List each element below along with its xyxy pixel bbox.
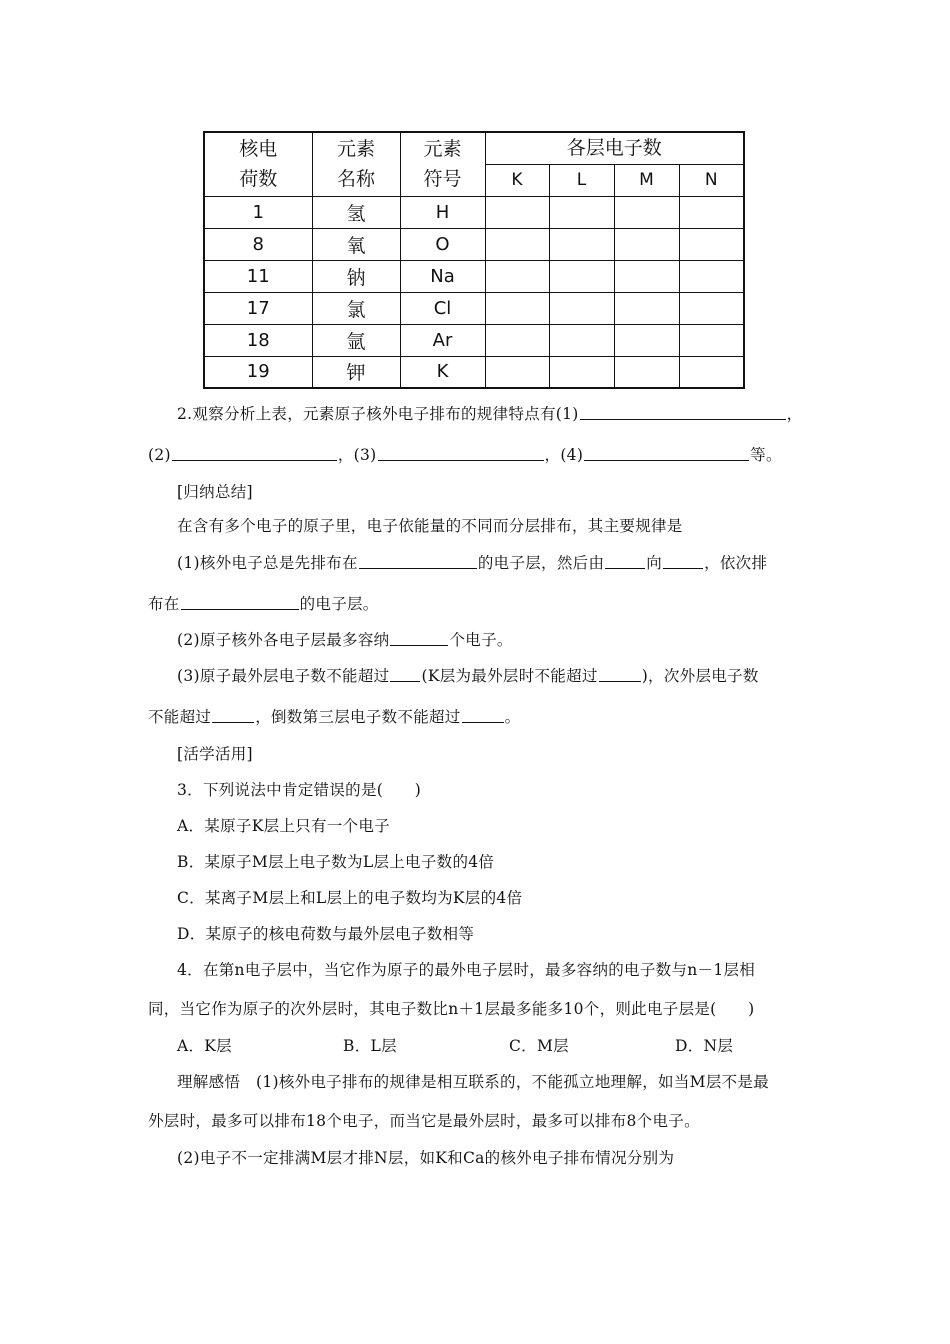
electron-shell-table <box>203 131 745 389</box>
table-row <box>204 196 744 228</box>
cell-m[interactable] <box>614 196 679 228</box>
cell-symbol: H <box>400 196 485 228</box>
header-shell-electrons: 各层电子数 <box>485 132 744 164</box>
cell-n[interactable] <box>679 260 744 292</box>
cell-name: 氢 <box>312 196 400 228</box>
rule-3-line2: 不能超过 ，倒数第三层电子数不能超过 。 <box>148 708 521 726</box>
cell-n[interactable] <box>679 228 744 260</box>
q4-options <box>177 1034 733 1056</box>
cell-name: 氯 <box>312 292 400 324</box>
blank-r1-2[interactable] <box>605 567 645 569</box>
blank-r1-3[interactable] <box>663 567 703 569</box>
summary-heading: [归纳总结] <box>177 483 253 501</box>
header-nuclear-charge: 核电 荷数 <box>204 132 312 196</box>
q3-option-b[interactable]: B．某原子M层上电子数为L层上电子数的4倍 <box>177 853 495 871</box>
q3-stem: 3．下列说法中肯定错误的是( ) <box>177 781 422 799</box>
cell-name: 氧 <box>312 228 400 260</box>
header-shell-m: M <box>614 164 679 196</box>
blank-r2-1[interactable] <box>390 644 448 646</box>
cell-m[interactable] <box>614 228 679 260</box>
blank-r3-4[interactable] <box>462 721 504 723</box>
cell-symbol: Ar <box>400 324 485 356</box>
cell-k[interactable] <box>485 292 549 324</box>
blank-q2-1[interactable] <box>580 418 786 420</box>
cell-m[interactable] <box>614 356 679 388</box>
cell-m[interactable] <box>614 324 679 356</box>
q4-option-d[interactable]: D．N层 <box>675 1037 734 1055</box>
cell-symbol: O <box>400 228 485 260</box>
header-shell-l: L <box>549 164 614 196</box>
insight-line1: 理解感悟 (1)核外电子排布的规律是相互联系的，不能孤立地理解，如当M层不是最 <box>177 1073 770 1091</box>
insight-line3: (2)电子不一定排满M层才排N层，如K和Ca的核外电子排布情况分别为 <box>177 1149 675 1167</box>
cell-m[interactable] <box>614 260 679 292</box>
q3-option-c[interactable]: C．某离子M层上和L层上的电子数均为K层的4倍 <box>177 889 523 907</box>
insight-line2: 外层时，最多可以排布18个电子，而当它是最外层时，最多可以排布8个电子。 <box>148 1112 700 1130</box>
cell-l[interactable] <box>549 196 614 228</box>
cell-symbol: Na <box>400 260 485 292</box>
cell-k[interactable] <box>485 324 549 356</box>
cell-charge: 1 <box>204 196 312 228</box>
q4-option-b[interactable]: B．L层 <box>343 1037 397 1055</box>
table-row <box>204 324 744 356</box>
cell-charge: 17 <box>204 292 312 324</box>
blank-q2-4[interactable] <box>584 459 749 461</box>
table-row <box>204 228 744 260</box>
cell-k[interactable] <box>485 356 549 388</box>
blank-r3-1[interactable] <box>390 680 420 682</box>
rule-1-line1: (1)核外电子总是先排布在 的电子层，然后由 向 ，依次排 <box>177 554 768 572</box>
q4-option-c[interactable]: C．M层 <box>509 1037 569 1055</box>
cell-k[interactable] <box>485 196 549 228</box>
cell-l[interactable] <box>549 228 614 260</box>
header-shell-n: N <box>679 164 744 196</box>
cell-l[interactable] <box>549 260 614 292</box>
cell-symbol: K <box>400 356 485 388</box>
cell-charge: 18 <box>204 324 312 356</box>
table-row <box>204 260 744 292</box>
cell-charge: 8 <box>204 228 312 260</box>
header-element-symbol: 元素 符号 <box>400 132 485 196</box>
q4-stem-line2: 同，当它作为原子的次外层时，其电子数比n＋1层最多能多10个，则此电子层是( ) <box>148 1000 755 1018</box>
cell-symbol: Cl <box>400 292 485 324</box>
blank-r1-4[interactable] <box>181 608 299 610</box>
q4-stem-line1: 4．在第n电子层中，当它作为原子的最外电子层时，最多容纳的电子数与n－1层相 <box>177 961 756 979</box>
blank-r3-3[interactable] <box>212 721 254 723</box>
cell-charge: 11 <box>204 260 312 292</box>
rule-3-line1: (3)原子最外层电子数不能超过 (K层为最外层时不能超过 )，次外层电子数 <box>177 667 759 685</box>
practice-heading: [活学活用] <box>177 745 253 763</box>
cell-k[interactable] <box>485 260 549 292</box>
q3-option-a[interactable]: A．某原子K层上只有一个电子 <box>177 817 390 835</box>
cell-l[interactable] <box>549 356 614 388</box>
cell-l[interactable] <box>549 292 614 324</box>
rule-2: (2)原子核外各电子层最多容纳 个电子。 <box>177 631 513 649</box>
header-shell-k: K <box>485 164 549 196</box>
cell-n[interactable] <box>679 292 744 324</box>
cell-name: 钠 <box>312 260 400 292</box>
table-row <box>204 356 744 388</box>
table-row <box>204 292 744 324</box>
cell-m[interactable] <box>614 292 679 324</box>
blank-r1-1[interactable] <box>359 567 477 569</box>
rule-1-line2: 布在 的电子层。 <box>148 595 379 613</box>
summary-intro: 在含有多个电子的原子里，电子依能量的不同而分层排布，其主要规律是 <box>177 517 683 535</box>
blank-q2-3[interactable] <box>378 459 544 461</box>
cell-name: 氩 <box>312 324 400 356</box>
cell-n[interactable] <box>679 356 744 388</box>
q2-line1: 2.观察分析上表，元素原子核外电子排布的规律特点有(1) ， <box>177 405 803 423</box>
cell-k[interactable] <box>485 228 549 260</box>
header-element-name: 元素 名称 <box>312 132 400 196</box>
cell-l[interactable] <box>549 324 614 356</box>
cell-name: 钾 <box>312 356 400 388</box>
blank-r3-2[interactable] <box>599 680 641 682</box>
q2-line2: (2) ，(3) ，(4) 等。 <box>148 446 782 464</box>
blank-q2-2[interactable] <box>172 459 337 461</box>
cell-n[interactable] <box>679 196 744 228</box>
cell-charge: 19 <box>204 356 312 388</box>
cell-n[interactable] <box>679 324 744 356</box>
q3-option-d[interactable]: D．某原子的核电荷数与最外层电子数相等 <box>177 925 475 943</box>
q4-option-a[interactable]: A．K层 <box>177 1037 232 1055</box>
